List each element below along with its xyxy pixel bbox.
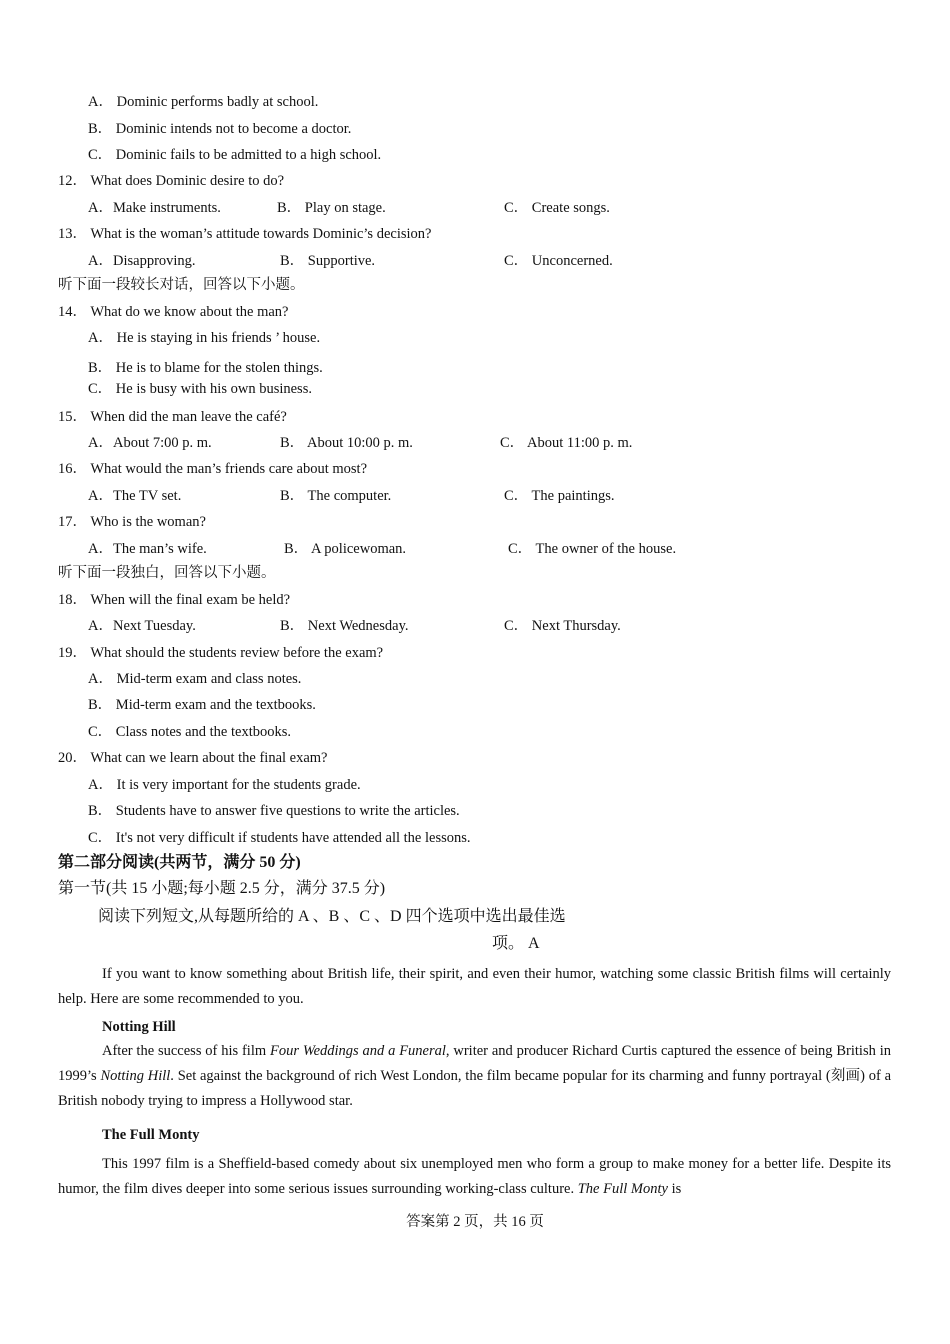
q12-option-c: C． Create songs. (504, 200, 610, 216)
q11-option-b (88, 120, 351, 138)
q18-option-b: B． Next Wednesday. (280, 618, 409, 634)
q17-option-a: A．The man’s wife. (88, 541, 207, 557)
q18-option-a: A．Next Tuesday. (88, 618, 196, 634)
film-title-italic: The Full Monty (577, 1181, 668, 1197)
q15-option-b: B． About 10:00 p. m. (280, 435, 413, 451)
instruction-long-dialogue: 听下面一段较长对话，回答以下小题。 (58, 277, 305, 293)
q19-option-b: B． Mid-term exam and the textbooks. (88, 697, 316, 713)
q12-stem (58, 172, 284, 190)
reading-instruction-line2: 项。 A (492, 935, 540, 952)
q18-option-c: C． Next Thursday. (504, 618, 621, 634)
q11-option-a (88, 93, 318, 111)
q17-option-b: B． A policewoman. (284, 541, 407, 557)
q12-option-a: A．Make instruments. (88, 200, 221, 216)
film1-title: Notting Hill (102, 1019, 176, 1035)
q17-option-c: C． The owner of the house. (508, 541, 677, 557)
q19-option-a: A． Mid-term exam and class notes. (88, 671, 302, 687)
q16-option-b: B． The computer. (280, 488, 392, 504)
film1-paragraph: After the success of his film Four Weddings and a Funeral, writer and producer Richard Curtis captured the essence of being British in 1999’s Notting Hill. Set against the background of rich West London, the film became popular for its charming and funny portrayal (刻画) of a British nobody trying to impress a Hollywood star. (58, 1043, 892, 1109)
q14-stem: 14． What do we know about the man? (58, 304, 289, 320)
reading-instruction-line1: 阅读下列短文,从每题所给的 A 、B 、C 、D 四个选项中选出最佳选 (98, 908, 566, 925)
q14-option-b: B． He is to blame for the stolen things. (88, 360, 323, 376)
option-label: A． (88, 94, 113, 110)
q20-option-c: C． It's not very difficult if students have attended all the lessons. (88, 830, 471, 846)
q20-option-a: A． It is very important for the students grade. (88, 777, 361, 793)
q13-option-c: C． Unconcerned. (504, 253, 613, 269)
q12-option-b: B． Play on stage. (277, 200, 386, 216)
option-label: B． (88, 121, 113, 137)
q19-option-c: C． Class notes and the textbooks. (88, 724, 291, 740)
film-title-italic: Four Weddings and a Funeral (269, 1043, 446, 1059)
q20-option-b: B． Students have to answer five questions to write the articles. (88, 803, 460, 819)
option-text: Dominic intends not to become a doctor. (115, 121, 352, 137)
q16-option-c: C． The paintings. (504, 488, 615, 504)
q11-option-c (88, 146, 381, 164)
section1-title: 第一节(共 15 小题;每小题 2.5 分，满分 37.5 分) (58, 880, 386, 897)
q15-stem: 15． When did the man leave the café? (58, 409, 287, 425)
q19-stem: 19． What should the students review before the exam? (58, 645, 384, 661)
instruction-monologue: 听下面一段独白，回答以下小题。 (58, 565, 276, 581)
q14-option-c: C． He is busy with his own business. (88, 381, 312, 397)
film2-title: The Full Monty (102, 1127, 200, 1143)
q18-stem: 18． When will the final exam be held? (58, 592, 291, 608)
q15-option-a: A．About 7:00 p. m. (88, 435, 212, 451)
q20-stem: 20． What can we learn about the final exam? (58, 750, 328, 766)
q13-stem: 13． What is the woman’s attitude towards Dominic’s decision? (58, 226, 432, 242)
q14-option-a: A． He is staying in his friends ’ house. (88, 330, 321, 346)
q15-option-c: C． About 11:00 p. m. (500, 435, 633, 451)
question-number: 12． (58, 173, 87, 189)
q17-stem: 17． Who is the woman? (58, 514, 206, 530)
q16-option-a: A．The TV set. (88, 488, 182, 504)
q13-option-a: A．Disapproving. (88, 253, 196, 269)
film-title-italic: Notting Hill (100, 1068, 171, 1084)
passage-intro: If you want to know something about British life, their spirit, and even their humor, watching some classic British films will certainly help. Here are some recommended to you. (58, 966, 891, 1007)
option-text: Dominic fails to be admitted to a high school. (115, 147, 382, 163)
film2-paragraph: This 1997 film is a Sheffield-based comedy about six unemployed men who form a group to make money for a better life. Despite its humor, the film dives deeper into some serious issues surrounding working-class culture. The Full Monty is (58, 1156, 891, 1197)
part2-title: 第二部分阅读(共两节，满分 50 分) (58, 854, 301, 871)
option-label: C． (88, 147, 113, 163)
question-text: What does Dominic desire to do? (90, 173, 285, 189)
q13-option-b: B． Supportive. (280, 253, 376, 269)
option-text: Dominic performs badly at school. (116, 94, 319, 110)
page-footer: 答案第 2 页，共 16 页 (406, 1214, 544, 1230)
q16-stem: 16． What would the man’s friends care about most? (58, 461, 368, 477)
